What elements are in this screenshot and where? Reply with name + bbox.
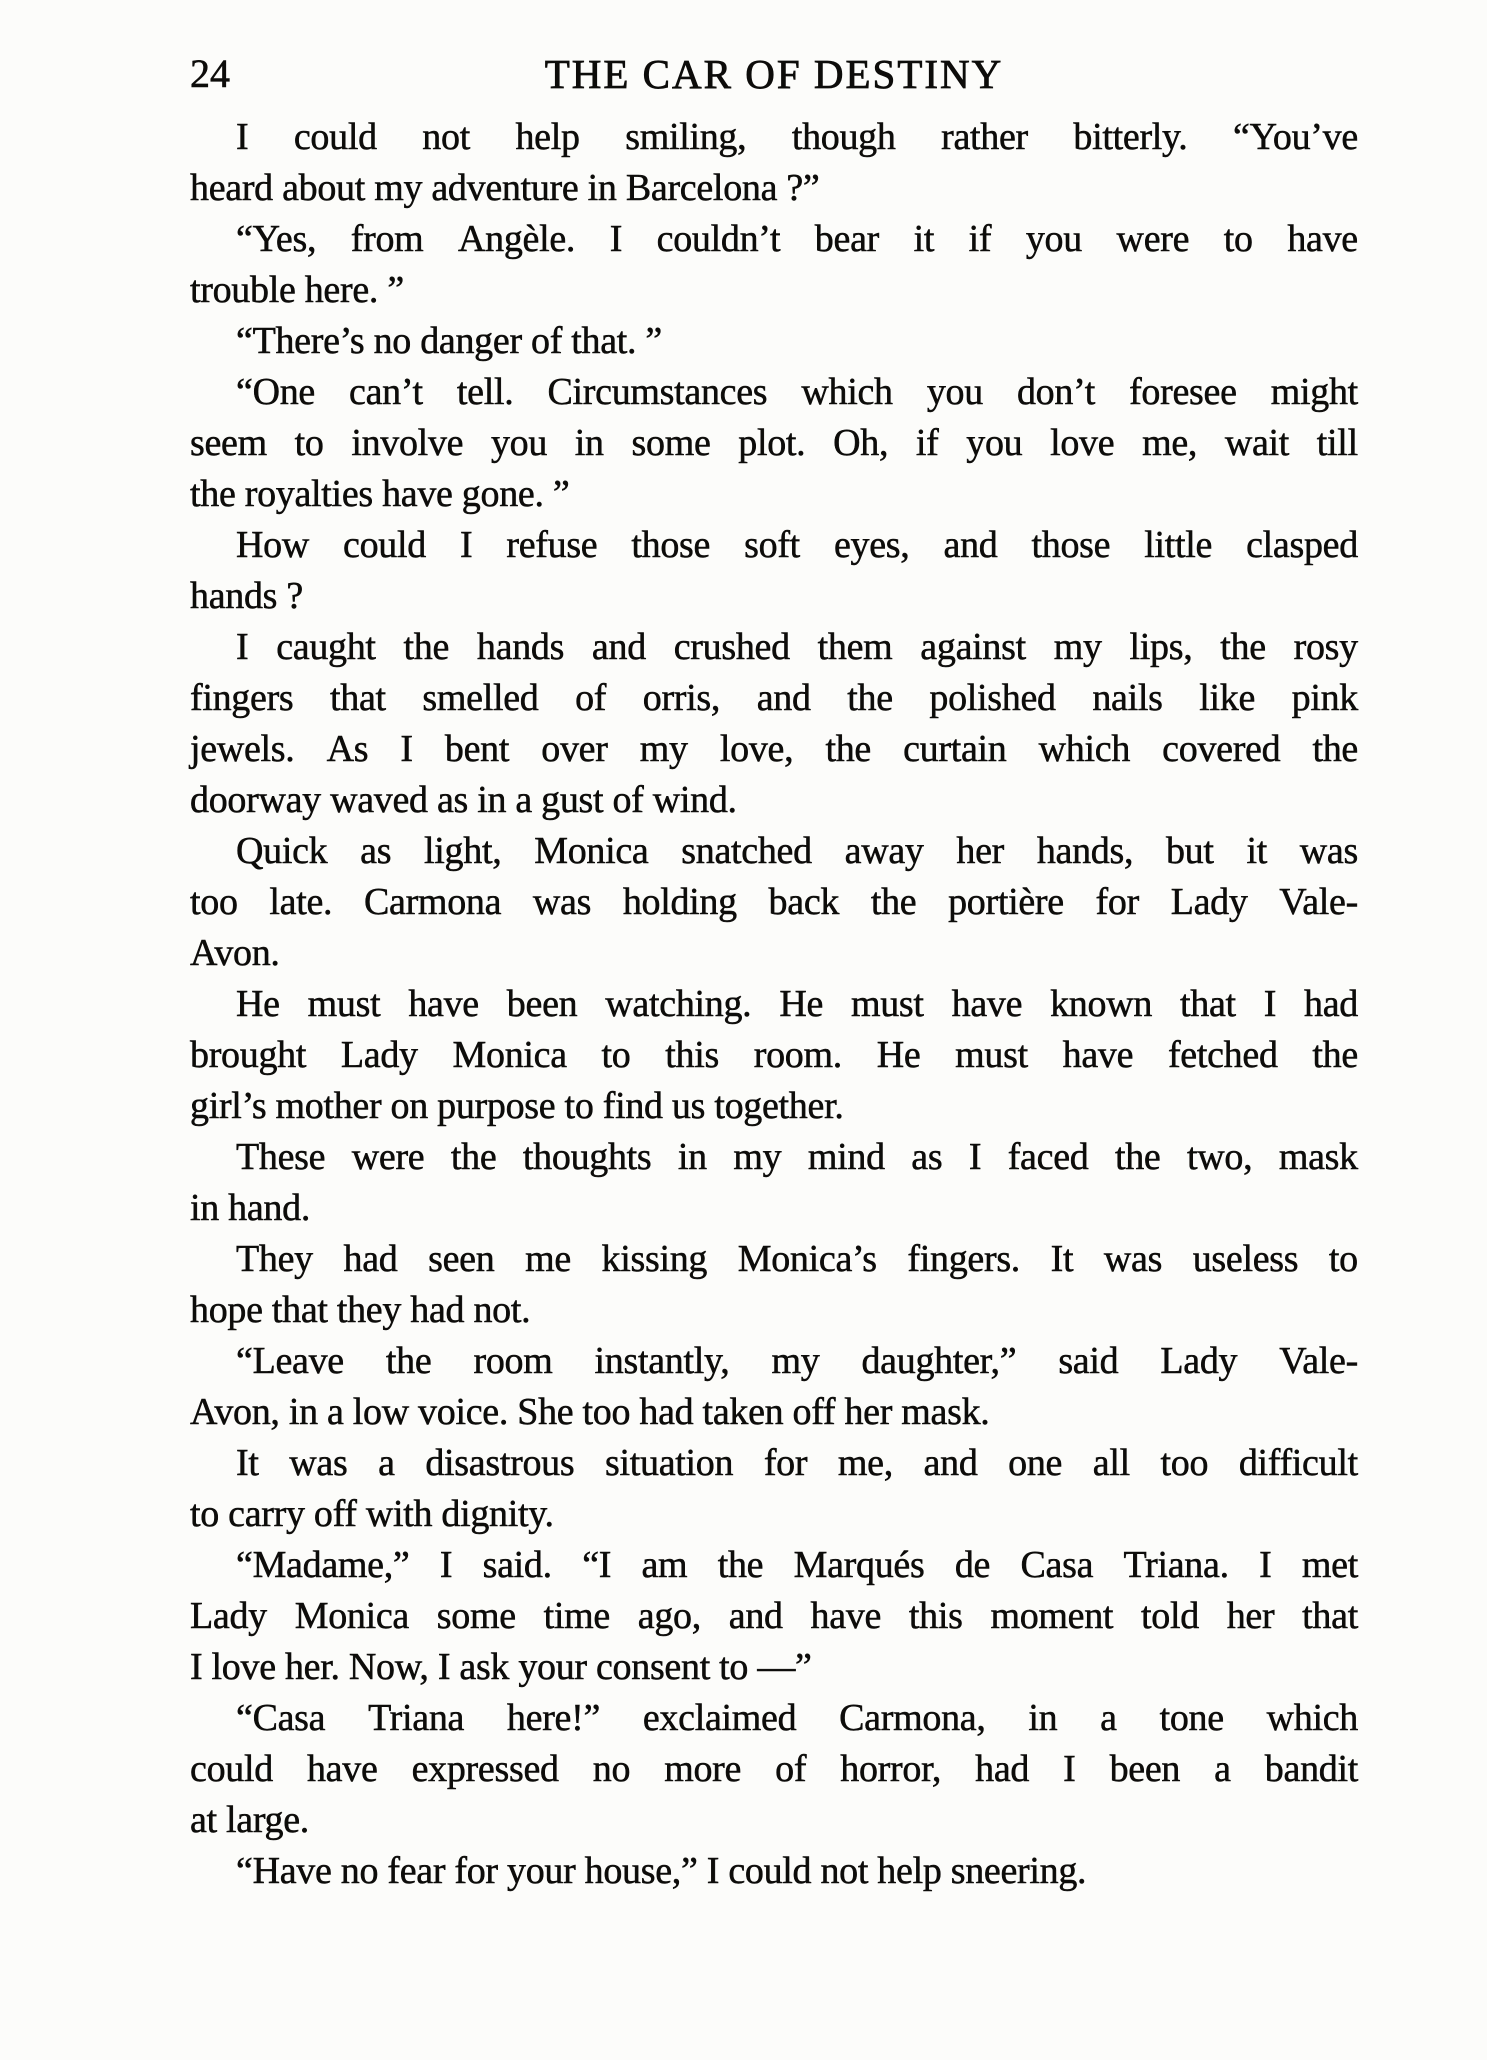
text-line: Lady Monica some time ago, and have this moment told her that xyxy=(190,1595,1358,1637)
page-text xyxy=(190,112,1358,1897)
paragraph xyxy=(190,1540,1358,1693)
text-line: in hand. xyxy=(190,1187,311,1229)
text-line: at large. xyxy=(190,1799,309,1841)
text-line: jewels. As I bent over my love, the curtain which covered the xyxy=(190,728,1358,770)
text-line: heard about my adventure in Barcelona ?” xyxy=(190,167,820,209)
paragraph xyxy=(190,112,1358,214)
paragraph xyxy=(190,1234,1358,1336)
running-title: THE CAR OF DESTINY xyxy=(544,51,1004,97)
text-line: “Yes, from Angèle. I couldn’t bear it if you were to have xyxy=(236,218,1358,260)
text-line: I caught the hands and crushed them against my lips, the rosy xyxy=(236,626,1358,668)
text-line: brought Lady Monica to this room. He must have fetched the xyxy=(190,1034,1358,1076)
page-number: 24 xyxy=(190,51,230,96)
text-line: “Madame,” I said. “I am the Marqués de Casa Triana. I met xyxy=(236,1544,1358,1586)
text-line: doorway waved as in a gust of wind. xyxy=(190,779,737,821)
paragraph xyxy=(190,1693,1358,1846)
text-line: hands ? xyxy=(190,575,303,617)
text-line: to carry off with dignity. xyxy=(190,1493,554,1535)
text-line: girl’s mother on purpose to find us together. xyxy=(190,1085,844,1127)
paragraph xyxy=(190,214,1358,316)
paragraph xyxy=(190,1846,1358,1897)
paragraph xyxy=(190,520,1358,622)
paragraph xyxy=(190,367,1358,520)
paragraph xyxy=(190,316,1358,367)
text-line: Avon. xyxy=(190,932,280,974)
paragraph xyxy=(190,622,1358,826)
paragraph xyxy=(190,826,1358,979)
text-line: They had seen me kissing Monica’s fingers. It was useless to xyxy=(236,1238,1358,1280)
text-line: Quick as light, Monica snatched away her hands, but it was xyxy=(236,830,1358,872)
text-line: seem to involve you in some plot. Oh, if you love me, wait till xyxy=(190,422,1358,464)
paragraph xyxy=(190,1132,1358,1234)
text-line: trouble here. ” xyxy=(190,269,404,311)
text-line: How could I refuse those soft eyes, and those little clasped xyxy=(236,524,1358,566)
text-line: “There’s no danger of that. ” xyxy=(236,320,662,362)
text-line: “One can’t tell. Circumstances which you don’t foresee might xyxy=(236,371,1358,413)
text-line: fingers that smelled of orris, and the polished nails like pink xyxy=(190,677,1358,719)
text-line: “Have no fear for your house,” I could not help sneering. xyxy=(236,1850,1087,1892)
paragraph xyxy=(190,1438,1358,1540)
text-line: “Leave the room instantly, my daughter,” said Lady Vale- xyxy=(236,1340,1358,1382)
text-line: the royalties have gone. ” xyxy=(190,473,570,515)
paragraph xyxy=(190,979,1358,1132)
text-line: “Casa Triana here!” exclaimed Carmona, in a tone which xyxy=(236,1697,1358,1739)
text-line: I could not help smiling, though rather bitterly. “You’ve xyxy=(236,116,1358,158)
text-line: These were the thoughts in my mind as I faced the two, mask xyxy=(236,1136,1358,1178)
text-line: I love her. Now, I ask your consent to —” xyxy=(190,1646,812,1688)
text-line: could have expressed no more of horror, had I been a bandit xyxy=(190,1748,1358,1790)
text-line: He must have been watching. He must have known that I had xyxy=(236,983,1358,1025)
text-line: Avon, in a low voice. She too had taken off her mask. xyxy=(190,1391,990,1433)
text-line: It was a disastrous situation for me, and one all too difficult xyxy=(236,1442,1358,1484)
text-line: too late. Carmona was holding back the portière for Lady Vale- xyxy=(190,881,1358,923)
text-line: hope that they had not. xyxy=(190,1289,531,1331)
running-head xyxy=(190,50,1358,102)
paragraph xyxy=(190,1336,1358,1438)
